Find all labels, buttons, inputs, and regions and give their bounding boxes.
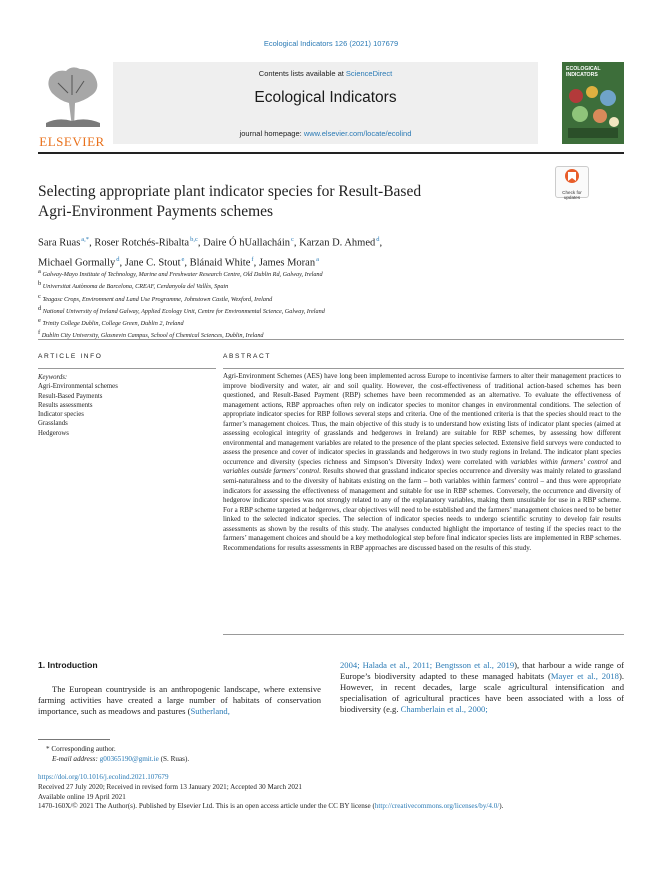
citation-link[interactable]: 2004; Halada et al., 2011; Bengtsson et al., 2019 [340, 660, 515, 670]
affiliation-mark: a [38, 268, 41, 275]
article-info-heading: ARTICLE INFO [38, 353, 103, 360]
affiliation-mark: d [38, 304, 42, 312]
abstract-part: . Results showed that grassland indicator species occurrence and diversity was mainly related to grassland semi-naturalness and to the diversity of habitats existing on the farm – both variables within farmers’ control – and thus were appropriate indicators for assessing the effectiveness of management and suitable for use in RBP schemes. Conversely, the occurrence and diversity of hedgerow indicator species was not strongly related to any of the explanatory variables, making them unsuitable for use in a RBP scheme. For a RBP scheme targeted at hedgerows, clear objectives will need to be established and the farmers’ management choices need to be better linked to the selected indicator species. The selection of indicator species needs to undergo scientific scrutiny to develop fair results assessments as shown by the results of this study. The analyses conducted highlight the importance of testing if the species react to the farmers’ management choices and should be a key methodological step before final indicator species lists are implemented in RBP schemes. Recommendations for results assessments in RBP approaches are discussed based on the results of this study. [223, 467, 621, 552]
author-separator: , [253, 257, 259, 268]
affiliation-mark: c [38, 292, 41, 300]
footnote [38, 744, 598, 765]
corresponding-note [38, 744, 598, 754]
author-name[interactable]: Sara Ruas [38, 237, 81, 249]
abstract-part: Agri-Environment Schemes (AES) have long been implemented across Europe to incentivise farmers to alter their management practices to improve biodiversity and water, air and soil quality. However, the cost-effectiveness of traditional action-based schemes has been questioned, and Result-Based Payment (RBP) schemes have been recommended as an alternative. To evaluate the effectiveness of management actions, RBP approaches often rely on indicator species to monitor changes in environmental conditions. The selection of appropriate indicator species for RBP follows several steps and criteria. One of the mentioned criteria is that the species should react to the farmer’s management choices. Thus, the main objective of this study is to understand how existing lists of indicator plant species (aimed at assessing ecological integrity of grasslands and hedgerows in Ireland) are suitable for RBP schemes, by assessing how different environmental and management variables are related to the presence of the plant species selected. Extensive field surveys were conducted to assess the presence and cover of indicator species in grasslands and hedgerows in two study regions in Ireland. The indicator plant species occurrence and diversity (species richness and Simpson’s Diversity Index) were correlated with [223, 372, 621, 466]
affiliation-text: Galway-Mayo Institute of Technology, Marine and Freshwater Research Centre, Old Dublin Rd, Galway, Ireland [40, 271, 323, 279]
license-link[interactable]: http://creativecommons.org/licenses/by/4.0/ [374, 802, 500, 811]
check-updates-label: Check for updates [562, 190, 582, 200]
author-affiliation-mark[interactable]: d [376, 236, 380, 243]
abstract-text [223, 372, 621, 553]
author-name[interactable]: Karzan D. Ahmed [299, 237, 376, 249]
elsevier-wordmark: ELSEVIER [39, 134, 105, 149]
author-name[interactable]: Daire Ó hUallacháin [203, 237, 290, 249]
article-title [38, 182, 528, 222]
affiliation-text: Trinity College Dublin, College Green, Dublin 2, Ireland [40, 320, 184, 328]
keywords-list [38, 382, 216, 438]
author-name[interactable]: Jane C. Stout [124, 257, 181, 268]
check-for-updates-button[interactable] [555, 166, 589, 198]
author-affiliation-mark[interactable]: b,c [190, 236, 198, 243]
keyword-item: Indicator species [38, 411, 84, 419]
journal-name: Ecological Indicators [254, 89, 397, 106]
license-text: 1470-160X/© 2021 The Author(s). Published by Elsevier Ltd. This is an open access article under the CC BY license ( [38, 802, 375, 811]
homepage-prefix: journal homepage: [239, 129, 302, 138]
keyword-item: Result-Based Payments [38, 392, 103, 400]
section-rule [38, 339, 624, 340]
journal-cover-image[interactable] [562, 62, 624, 144]
affiliation-item [38, 316, 598, 328]
introduction-heading: 1. Introduction [38, 660, 98, 670]
bookmark-check-icon [556, 167, 588, 185]
citation-link[interactable]: Sutherland, [190, 706, 230, 717]
asterisk-mark: * [46, 745, 50, 753]
sciencedirect-link[interactable]: ScienceDirect [345, 69, 393, 78]
affiliation-item [38, 267, 598, 279]
author-name[interactable]: James Moran [258, 257, 316, 268]
affiliation-mark: b [38, 280, 42, 288]
intro-text: ), that harbour a wide range of Europe’s biodiversity adapted to these managed habitats ( [340, 660, 624, 682]
affiliation-text: National University of Ireland Galway, Applied Ecology Unit, Centre for Environmental Science, Galway, Ireland [41, 307, 325, 315]
authors-line-1 [38, 232, 598, 252]
doi-link[interactable]: https://doi.org/10.1016/j.ecolind.2021.107679 [38, 773, 169, 781]
license-line [38, 802, 628, 812]
affiliation-item [38, 279, 598, 291]
author-name[interactable]: Roser Rotchés-Ribalta [94, 237, 190, 249]
journal-reference[interactable]: Ecological Indicators 126 (2021) 107679 [263, 39, 399, 48]
author-name[interactable]: Blánaid White [189, 257, 251, 268]
keyword-item: Results assessments [38, 401, 93, 409]
homepage-line [113, 129, 538, 138]
author-name[interactable]: Michael Gormally [38, 257, 116, 268]
author-separator: , [119, 257, 125, 268]
article-info-rule [38, 368, 216, 369]
author-affiliation-mark[interactable]: d [116, 255, 120, 263]
citation-link[interactable]: Mayer et al., 2018 [550, 671, 619, 682]
author-affiliation-mark[interactable]: a [316, 255, 319, 263]
tree-logo-icon [38, 63, 106, 129]
intro-left-column [38, 684, 321, 717]
affiliation-item [38, 304, 598, 316]
affiliation-text: Dublin City University, Glasnevin Campus, School of Chemical Sciences, Dublin, Ireland [40, 332, 264, 340]
footnote-rule [38, 739, 110, 740]
author-separator: , [184, 257, 190, 268]
homepage-link[interactable]: www.elsevier.com/locate/ecolind [303, 129, 412, 138]
cover-photos-icon [562, 62, 624, 144]
abstract-italic: variables outside farmers’ control [223, 467, 320, 476]
author-separator: , [293, 237, 300, 249]
affiliation-text: Universitat Autònoma de Barcelona, CREAF, Cerdanyola del Vallès, Spain [41, 283, 229, 291]
affiliations [38, 267, 598, 341]
author-affiliation-mark[interactable]: a,* [81, 236, 90, 243]
email-line [38, 754, 598, 764]
received-dates: Received 27 July 2020; Received in revised form 13 January 2021; Accepted 30 March 2021 [38, 782, 302, 791]
intro-right-column [340, 660, 624, 715]
affiliation-mark: e [38, 317, 41, 325]
available-online: Available online 19 April 2021 [38, 792, 126, 801]
abstract-italic: variables within farmers’ control [510, 457, 608, 466]
author-affiliation-mark[interactable]: c [291, 236, 294, 243]
email-label: E-mail address: [52, 755, 98, 764]
affiliation-mark: f [38, 329, 41, 337]
keyword-item: Grasslands [38, 420, 68, 428]
elsevier-logo[interactable] [38, 63, 106, 147]
abstract-rule [223, 368, 624, 369]
keyword-item: Agri-Environmental schemes [38, 383, 118, 391]
corresponding-text: Corresponding author. [51, 745, 116, 753]
title-line-2: Agri-Environment Payments schemes [38, 203, 274, 220]
title-line-1: Selecting appropriate plant indicator species for Result-Based [38, 183, 422, 200]
keywords-label: Keywords: [38, 374, 68, 381]
email-suffix: (S. Ruas). [160, 755, 190, 764]
author-separator: , [197, 237, 204, 249]
contents-prefix: Contents lists available at [258, 69, 344, 78]
citation-link[interactable]: Chamberlain et al., 2000; [400, 704, 488, 715]
keyword-item: Hedgerows [38, 429, 69, 437]
affiliation-text: Teagasc Crops, Environment and Land Use Programme, Johnstown Castle, Wexford, Ireland [40, 295, 273, 303]
cover-title: ECOLOGICAL INDICATORS [566, 66, 601, 78]
email-link[interactable]: g00365190@gmit.ie [99, 755, 159, 764]
intro-text: ). However, in recent decades, large scale agricultural intensification and specialisation of agricultural practices have been associated with a loss of biodiversity (e.g. [340, 671, 624, 715]
author-separator: , [379, 237, 383, 249]
header-rule [38, 152, 624, 154]
intro-text: The European countryside is an anthropogenic landscape, where extensive farming activities have created a large number of habitats of conservation importance, such as meadows and pastures ( [38, 684, 321, 717]
publication-info [38, 773, 628, 812]
abstract-part: and [607, 457, 622, 466]
abstract-heading: ABSTRACT [223, 353, 271, 360]
author-affiliation-mark[interactable]: f [251, 255, 254, 263]
author-separator: , [89, 237, 95, 249]
affiliation-item [38, 292, 598, 304]
license-end: ). [499, 802, 504, 811]
keywords-block [38, 373, 216, 438]
abstract-bottom-rule [223, 634, 624, 635]
author-affiliation-mark[interactable]: e [181, 255, 185, 263]
author-list [38, 232, 598, 271]
contents-line [113, 69, 538, 78]
